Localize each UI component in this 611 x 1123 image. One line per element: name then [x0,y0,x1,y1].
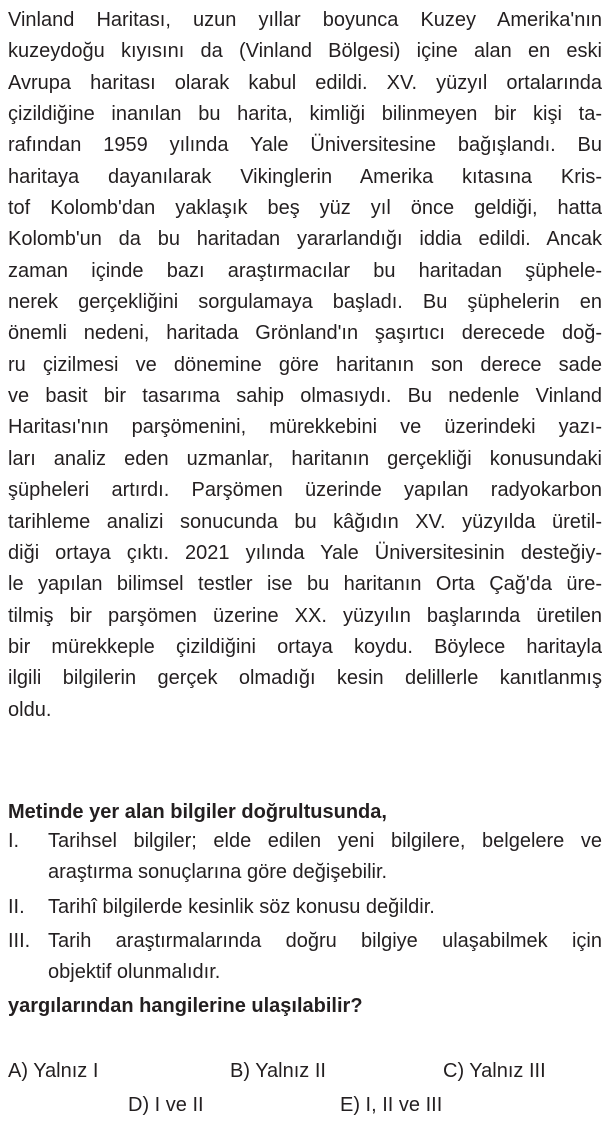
passage-line: şüpheleri artırdı. Parşömen üzerinde yapılan radyokarbon [8,479,602,502]
statement-line: Tarihsel bilgiler; elde edilen yeni bilgilere, belgelere ve [48,830,602,852]
passage-line: tilmiş bir parşömen üzerine XX. yüzyılın başlarında üretilen [8,604,602,627]
passage-line: ları analiz eden uzmanlar, haritanın gerçekliği konusundaki [8,447,602,470]
passage-line: kuzeydoğu kıyısını da (Vinland Bölgesi) içine alan en eski [8,40,602,63]
statement-line: Tarihî bilgilerde kesinlik söz konusu değildir. [48,896,435,918]
reading-passage [8,5,602,726]
statement-line: Tarih araştırmalarında doğru bilgiye ulaşabilmek için [48,930,602,952]
statement-text [48,926,602,988]
question-stem: Metinde yer alan bilgiler doğrultusunda, [8,801,387,823]
statement-2 [8,892,602,923]
passage-line: diği ortaya çıktı. 2021 yılında Yale Üniversitesinin desteğiy- [8,541,602,564]
passage-line: rafından 1959 yılında Yale Üniversitesine bağışlandı. Bu [8,134,602,157]
passage-line: zaman içinde bazı araştırmacılar bu haritadan şüphele- [8,259,602,282]
passage-line: ilgili bilgilerin gerçek olmadığı kesin delillerle kanıtlanmış [8,667,602,690]
passage-line: nerek gerçekliğini sorgulamaya başladı. Bu şüphelerin en [8,291,602,314]
statement-line: araştırma sonuçlarına göre değişebilir. [48,861,388,883]
passage-line: Kolomb'un da bu haritadan yararlandığı iddia edildi. Ancak [8,228,602,251]
statement-number: I. [8,830,20,852]
option-a[interactable]: A) Yalnız I [8,1060,99,1082]
passage-line: önemli nedeni, haritada Grönland'ın şaşırtıcı derecede doğ- [8,322,602,345]
passage-line: Vinland Haritası, uzun yıllar boyunca Kuzey Amerika'nın [8,9,602,31]
statement-3 [8,926,602,988]
option-c[interactable]: C) Yalnız III [443,1060,546,1082]
option-d[interactable]: D) I ve II [128,1094,204,1116]
passage-line: tof Kolomb'dan yaklaşık beş yüz yıl önce geldiği, hatta [8,197,602,220]
statement-number: II. [8,896,25,918]
passage-line: tarihleme analizi sonucunda bu kâğıdın XV. yüzyılda üretil- [8,510,602,533]
statement-number: III. [8,930,31,952]
statement-line: objektif olunmalıdır. [48,961,221,983]
passage-line: haritaya dayanılarak Vikinglerin Amerika kıtasına Kris- [8,165,602,188]
passage-line: ve basit bir tasarıma sahip olmasıydı. Bu nedenle Vinland [8,385,602,408]
question-prompt: yargılarından hangilerine ulaşılabilir? [8,995,363,1017]
statement-1 [8,826,602,888]
passage-line: oldu. [8,698,52,721]
passage-line: çizildiğine inanılan bu harita, kimliği bilinmeyen bir kişi ta- [8,103,602,126]
option-e[interactable]: E) I, II ve III [340,1094,443,1116]
option-b[interactable]: B) Yalnız II [230,1060,326,1082]
statement-text [48,892,602,923]
passage-line: le yapılan bilimsel testler ise bu haritanın Orta Çağ'da üre- [8,573,602,596]
statement-text [48,826,602,888]
passage-line: ru çizilmesi ve dönemine göre haritanın son derece sade [8,353,602,376]
passage-line: Haritası'nın parşömenini, mürekkebini ve üzerindeki yazı- [8,416,602,439]
passage-line: bir mürekkeple çizildiğini ortaya koydu. Böylece haritayla [8,635,602,658]
passage-line: Avrupa haritası olarak kabul edildi. XV. yüzyıl ortalarında [8,71,602,94]
